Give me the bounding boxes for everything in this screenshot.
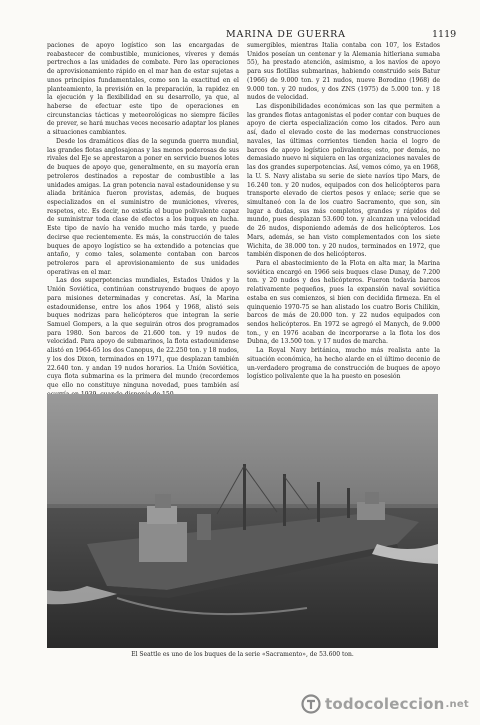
right-text-column: [247, 42, 440, 392]
paragraph: La Royal Navy británica, mucho más realista ante la situación económica, ha hecho alarde en el último decenio de un-verdadero programa de construcción de buques de apoyo logístico polivalente que la ha puesto en posesión: [247, 347, 440, 381]
running-title: MARINA DE GUERRA: [226, 29, 346, 40]
paragraph: Para el abastecimiento de la Flota en alta mar, la Marina soviética encargó en 1966 seis buques clase Dunay, de 7.200 ton. y 20 nudos y dos helicópteros. Fueron todavía barcos relativamente pequeños, pues la expansión naval soviética estaba en sus comienzos, si bien con decidida firmeza. En el quinquenio 1970-75 se han alistado los cuatro Boris Chilikin, barcos de más de 20.000 ton. y 22 nudos equipados con sendos helicópteros. En 1972 se agregó el Manych, de 9.000 ton., y en 1976 acaban de incorporarse a la flota los dos Dubna, de 13.500 ton. y 17 nudos de marcha.: [247, 259, 440, 346]
paragraph: Desde los dramáticos días de la segunda guerra mundial, las grandes flotas anglosajonas y las menos poderosas de sus rivales del Eje se aprestaron a poner en servicio buenos lotes de buques de apoyo que, generalmente, en su mayoría eran petroleros destinados a repostar de combustible a las unidades amigas. La gran potencia naval estadounidense y su aliada británica fueron provistas, además, de buques especializados en el suministro de municiones, víveres, respetos, etc. Es decir, no existía el buque polivalente capaz de suministrar toda clase de efectos a los buques en lucha. Este tipo de navío ha venido mucho más tarde, y puede decirse que recientemente. Es más, la construcción de tales buques de apoyo logístico se ha extendido a potencias que antaño, y como tales, solamente contaban con barcos petroleros para el aprovisionamiento de sus unidades operativas en el mar.: [47, 137, 239, 276]
paragraph: sumergibles, mientras Italia contaba con 107, los Estados Unidos poseían un centenar y la Alemania hitleriana sumaba 55), ha prestado atención, asimismo, a los navíos de apoyo para sus flotillas submarinas, habiendo construido seis Batur (1966) de 9.000 ton. y 21 nudos, nueve Borodino (1968) de 9.000 ton. y 20 nudos, y dos ZNS (1975) de 5.000 ton. y 18 nudos de velocidad.: [247, 42, 440, 102]
ship-superstructure: [139, 522, 187, 562]
photo-caption: El Seattle es uno de los buques de la serie «Sacramento», de 53.600 ton.: [131, 651, 354, 658]
ship-photo-drawing: [47, 394, 438, 648]
page-number: 1119: [432, 29, 457, 40]
watermark: [301, 692, 469, 716]
paragraph: Las disponibilidades económicas son las que permiten a las grandes flotas antagonistas el poder contar con buques de apoyo de cierta especialización como los citados. Pero aun así, dado el elevado coste de las modernas construcciones navales, las últimas corrientes tienden hacia el logro de barcos de apoyo logístico polivalentes; esto, por demás, no demasiado nuevo ni siquiera en las organizaciones navales de las dos grandes superpotencias. Así, vemos cómo, ya en 1968, la U. S. Navy alistaba su serie de siete navíos tipo Mars, de 16.240 ton. y 20 nudos, equipados con dos helicópteros para transporte elevado de ciertos pesos y enlace; serie que se simultaneó con la de los cuatro Sacramento, que son, sin lugar a dudas, sus más completos, grandes y rápidos del mundo, pues desplazan 53.600 ton. y alcanzan una velocidad de 26 nudos, disponiendo además de dos helicópteros. Los Mars, además, se han visto complementados con los siete Wichita, de 38.000 ton. y 20 nudos, terminados en 1972, que también disponen de dos helicópteros.: [247, 103, 440, 259]
paragraph: Las dos superpotencias mundiales, Estados Unidos y la Unión Soviética, continúan construyendo buques de apoyo para misiones determinadas y concretas. Así, la Marina estadounidense, entre los años 1964 y 1968, alistó seis buques nodrizas para helicópteros que integran la serie Samuel Gompers, a la que seguirán otros dos programados para 1980. Son barcos de 21.600 ton. y 19 nudos de velocidad. Para apoyo de submarinos, la flota estadounidense alistó en 1964-65 los dos Canopus, de 22.250 ton. y 18 nudos, y los dos Dixon, terminados en 1971, que desplazan también 22.640 ton. y andan 19 nudos horarios. La Unión Soviética, cuya flota submarina es la primera del mundo (recordemos que ello no constituye ninguna novedad, pues también así: [47, 277, 239, 390]
watermark-text: todocoleccion: [325, 695, 445, 713]
watermark-suffix: .net: [445, 698, 469, 710]
ship-photograph: [47, 394, 438, 648]
paragraph: paciones de apoyo logístico son las encargadas de reabastecer de combustible, municiones, víveres y demás pertrechos a las unidades de combate. Pero las operaciones de aprovisionamiento rápido en el mar han de estar sujetas a unos principios fundamentales, como son la exactitud en el planteamiento, la previsión en la preparación, la rapidez en la ejecución y la flexibilidad en su desarrollo, ya que, al haberse de efectuar este tipo de operaciones en circunstancias tácticas y meteorológicas no siempre fáciles de prever, se hará muchas veces necesario adaptar los planes a situaciones cambiantes.: [47, 42, 239, 137]
tc-logo-icon: [301, 694, 321, 714]
left-text-column: [47, 42, 239, 392]
